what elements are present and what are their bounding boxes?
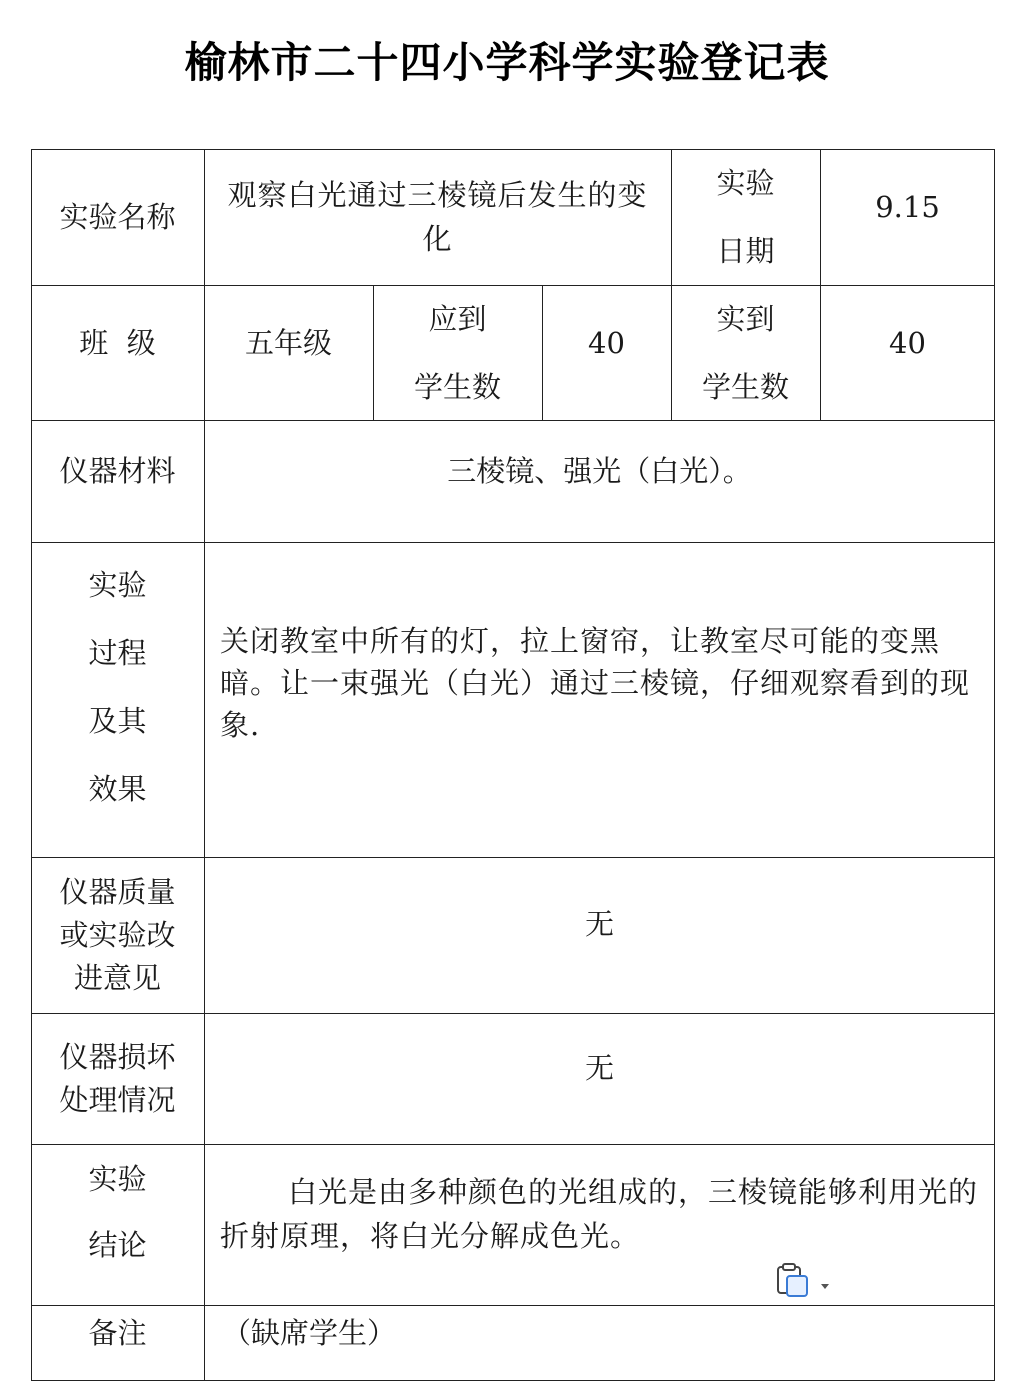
damage-label [31, 1013, 204, 1144]
actual-students-label [671, 285, 820, 421]
form-title: 榆林市二十四小学科学实验登记表 [184, 38, 830, 87]
conclusion-label-line: 实验 [88, 1162, 147, 1196]
process-label [31, 552, 204, 822]
process-label-line: 效果 [88, 772, 147, 806]
damage-value: 无 [584, 1051, 614, 1085]
experiment-name-label: 实验名称 [59, 200, 176, 234]
process-label-line: 及其 [88, 704, 147, 738]
class-label [31, 285, 204, 401]
row-divider [31, 542, 995, 543]
quality-label [31, 857, 204, 1013]
process-label-line: 实验 [88, 568, 147, 602]
quality-value: 无 [584, 907, 614, 941]
expected-label-line: 学生数 [413, 370, 501, 404]
paste-options-icon[interactable] [775, 1263, 831, 1299]
conclusion-value: 白光是由多种颜色的光组成的，三棱镜能够利用光的折射原理，将白光分解成色光。 [220, 1175, 979, 1253]
date-value: 9.15 [875, 190, 940, 224]
process-value: 关闭教室中所有的灯，拉上窗帘，让教室尽可能的变黑暗。让一束强光（白光）通过三棱镜，仔细观察看到的现象. [220, 624, 971, 742]
actual-students-value: 40 [889, 326, 926, 360]
date-label-line: 日期 [716, 234, 775, 268]
remarks-label: 备注 [88, 1316, 147, 1350]
expected-students-label [373, 285, 542, 421]
date-label-line: 实验 [716, 166, 775, 200]
actual-label-line: 实到 [716, 302, 775, 336]
remarks-value: （缺席学生） [222, 1316, 397, 1350]
quality-label-line: 或实验改 [59, 917, 176, 952]
actual-label-line: 学生数 [701, 370, 789, 404]
experiment-name-value: 观察白光通过三棱镜后发生的变化 [227, 178, 648, 256]
damage-label-line: 处理情况 [59, 1082, 176, 1117]
expected-label-line: 应到 [428, 302, 487, 336]
class-value: 五年级 [244, 326, 332, 360]
damage-label-line: 仪器损坏 [59, 1039, 176, 1074]
conclusion-label-line: 结论 [88, 1228, 147, 1262]
date-label [671, 149, 820, 285]
expected-students-value: 40 [588, 326, 625, 360]
quality-label-line: 进意见 [73, 960, 161, 995]
process-label-line: 过程 [88, 636, 147, 670]
materials-value: 三棱镜、强光（白光）。 [447, 454, 752, 488]
class-label-text: 班 级 [79, 326, 156, 360]
conclusion-label [31, 1144, 204, 1280]
quality-label-line: 仪器质量 [59, 874, 176, 909]
materials-label: 仪器材料 [59, 454, 176, 488]
